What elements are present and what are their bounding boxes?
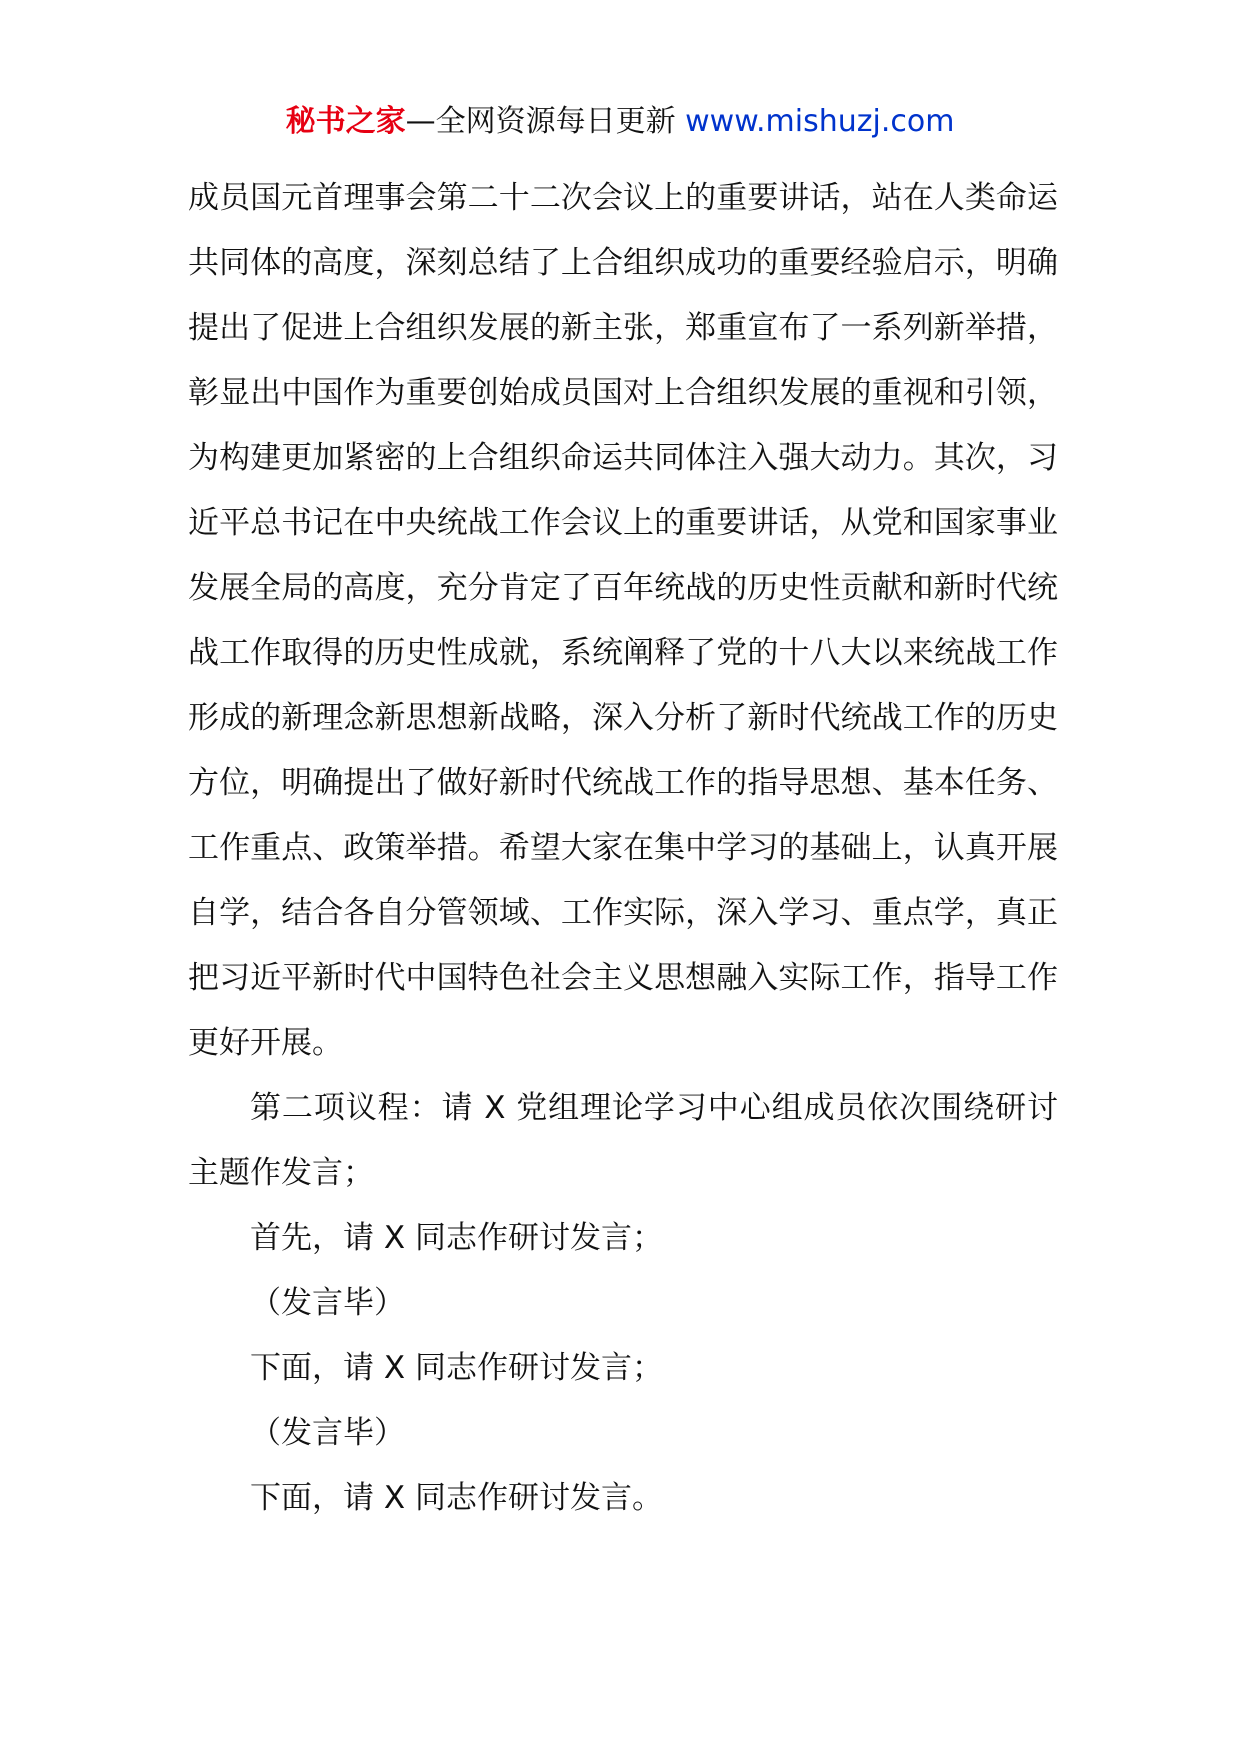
paragraph-speaker-1: 首先，请 X 同志作研讨发言； <box>250 1220 663 1256</box>
paragraph-speaker-3: 下面，请 X 同志作研讨发言。 <box>250 1480 663 1516</box>
paragraph-speech-end-1: （发言毕） <box>250 1285 405 1321</box>
header-tagline: —全网资源每日更新 <box>405 104 686 139</box>
paragraph-speaker-2: 下面，请 X 同志作研讨发言； <box>250 1350 663 1386</box>
paragraph-speech-end-2: （发言毕） <box>250 1415 405 1451</box>
page-header <box>0 100 1240 144</box>
header-brand: 秘书之家 <box>285 104 406 139</box>
paragraph-agenda-item-2: 第二项议程：请 X 党组理论学习中心组成员依次围绕研讨主题作发言； <box>188 1090 1058 1191</box>
document-body <box>188 166 1058 1531</box>
paragraph-continued: 成员国元首理事会第二十二次会议上的重要讲话，站在人类命运共同体的高度，深刻总结了上合组织成功的重要经验启示，明确提出了促进上合组织发展的新主张，郑重宣布了一系列新举措，彰显出中国作为重要创始成员国对上合组织发展的重视和引领，为构建更加紧密的上合组织命运共同体注入强大动力。其次，习近平总书记在中央统战工作会议上的重要讲话，从党和国家事业发展全局的高度，充分肯定了百年统战的历史性贡献和新时代统战工作取得的历史性成就，系统阐释了党的十八大以来统战工作形成的新理念新思想新战略，深入分析了新时代统战工作的历史方位，明确提出了做好新时代统战工作的指导思想、基本任务、工作重点、政策举措。希望大家在集中学习的基础上，认真开展自学，结合各自分管领域、工作实际，深入学习、重点学，真正把习近平新时代中国特色社会主义思想融入实际工作，指导工作更好开展。 <box>188 180 1058 1061</box>
header-url-link[interactable]: www.mishuzj.com <box>685 104 955 139</box>
